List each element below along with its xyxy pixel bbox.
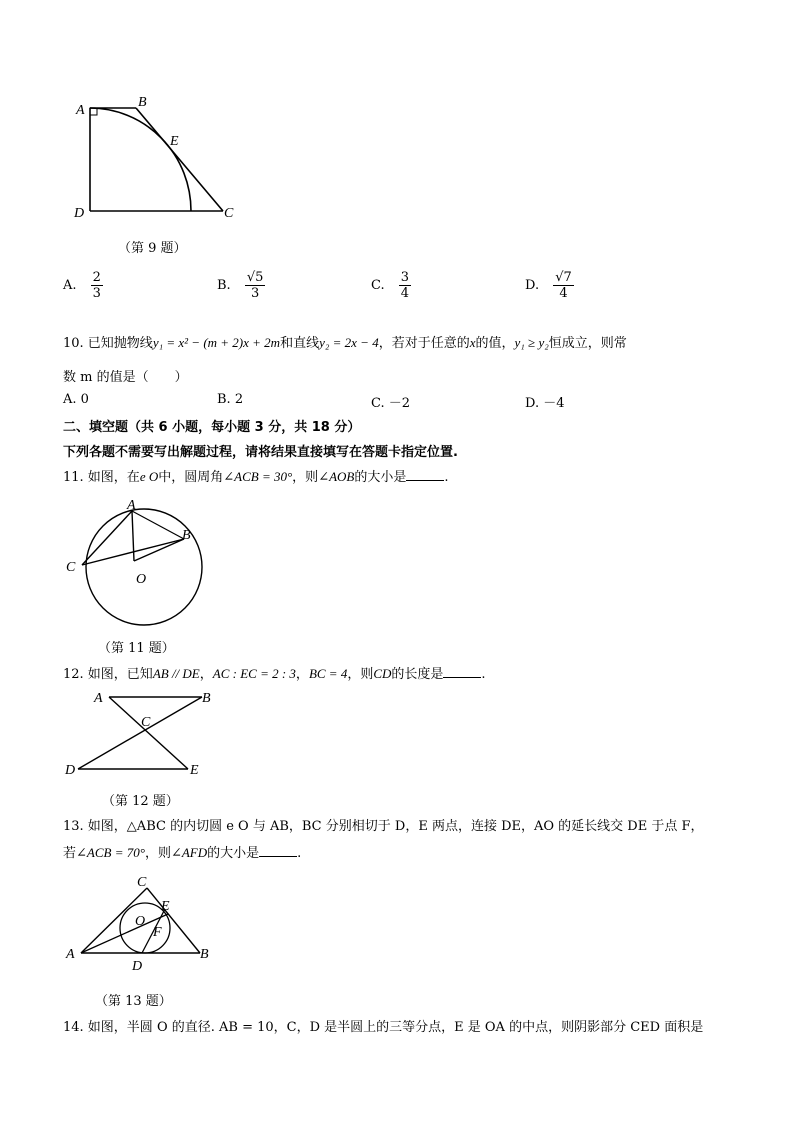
q11-figure xyxy=(64,495,214,630)
q13-label-d: D xyxy=(132,959,143,974)
q11-label-c: C xyxy=(66,560,76,575)
q13-label-b: B xyxy=(200,947,209,962)
q13-caption: （第 13 题） xyxy=(95,994,172,1009)
q9-option-b[interactable]: B. $\frac{√5}{3}$ xyxy=(217,270,264,301)
answer-blank[interactable] xyxy=(443,665,481,678)
q10-option-d[interactable]: D. －4 xyxy=(525,396,565,411)
q12-label-c: C xyxy=(141,715,151,730)
q12-label-a: A xyxy=(94,691,103,706)
fraction: $\frac{√7}{4}$ xyxy=(555,270,572,301)
q11-label-a: A xyxy=(127,498,136,513)
fraction: $\frac{√5}{3}$ xyxy=(246,270,264,301)
section-title: 二、填空题（共 6 小题，每小题 3 分，共 18 分） xyxy=(63,420,361,435)
q12-label-b: B xyxy=(202,691,211,706)
q12-label-e: E xyxy=(190,763,199,778)
q12-figure xyxy=(64,688,224,783)
q9-caption: （第 9 题） xyxy=(118,241,187,256)
q12-label-d: D xyxy=(65,763,76,778)
q13-line1: 13. 如图，△ABC 的内切圆 e O 与 AB，BC 分别相切于 D，E 两点，连接 DE，AO 的延长线交 DE 于点 F， xyxy=(63,819,704,834)
fraction: $\frac{3}{4}$ xyxy=(400,270,410,301)
q9-option-c[interactable]: C. $\frac{3}{4}$ xyxy=(371,270,410,301)
section-instruction: 下列各题不需要写出解题过程，请将结果直接填写在答题卡指定位置. xyxy=(63,445,458,460)
q13-label-f: F xyxy=(153,925,162,940)
q13-label-o: O xyxy=(135,914,146,929)
q10-line1: 10. 已知抛物线y₁ = x² − (m + 2)x + 2m和直线y₂ = 2x − 4，若对于任意的x的值，y₁ ≥ y₂恒成立，则常 xyxy=(63,335,627,351)
q13-label-a: A xyxy=(66,947,75,962)
q13-label-e: E xyxy=(161,899,170,914)
q12-caption: （第 12 题） xyxy=(102,794,179,809)
q11-text: 11. 如图，在e O中，圆周角∠ACB = 30°，则∠AOB的大小是 . xyxy=(63,469,449,485)
q9-option-d[interactable]: D. $\frac{√7}{4}$ xyxy=(525,270,572,301)
q9-label-e: E xyxy=(170,134,179,149)
answer-blank[interactable] xyxy=(406,468,444,481)
q12-text: 12. 如图，已知AB // DE，AC : EC = 2 : 3，BC = 4，则CD的长度是 . xyxy=(63,666,486,682)
fraction: $\frac{2}{3}$ xyxy=(92,270,101,301)
q9-label-c: C xyxy=(224,206,234,221)
q11-caption: （第 11 题） xyxy=(98,641,175,656)
q9-option-a[interactable]: A. $\frac{2}{3}$ xyxy=(63,270,101,301)
q9-label-a: A xyxy=(76,103,85,118)
q10-line2: 数 m 的值是（ ） xyxy=(63,370,188,385)
q11-label-o: O xyxy=(136,572,147,587)
q13-figure xyxy=(64,870,224,978)
q10-option-b[interactable]: B. 2 xyxy=(217,392,244,407)
q13-label-c: C xyxy=(137,875,147,890)
q11-label-b: B xyxy=(182,528,191,543)
q10-option-a[interactable]: A. 0 xyxy=(63,392,89,407)
q9-figure xyxy=(70,90,250,230)
answer-blank[interactable] xyxy=(259,844,297,857)
q10-option-c[interactable]: C. －2 xyxy=(371,396,411,411)
q9-label-d: D xyxy=(74,206,85,221)
q9-label-b: B xyxy=(138,95,147,110)
q14-line: 14. 如图，半圆 O 的直径. AB = 10，C，D 是半圆上的三等分点，E 是 OA 的中点，则阴影部分 CED 面积是 xyxy=(63,1020,704,1035)
q13-line2: 若∠ACB = 70°，则∠AFD的大小是 . xyxy=(63,845,302,861)
